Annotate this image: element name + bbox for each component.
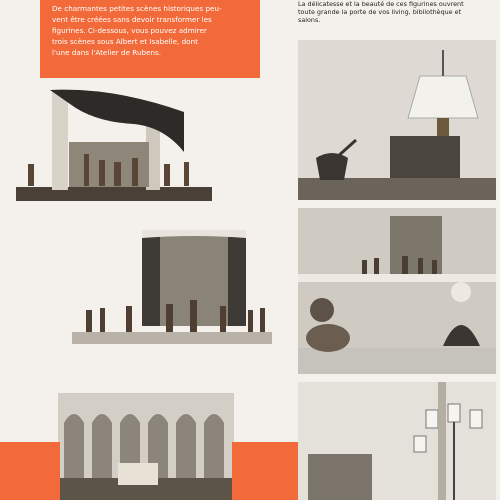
intro-line: figurines. Ci-dessous, vous pouvez admirer	[52, 26, 207, 35]
caption-text	[298, 0, 498, 24]
intro-line: De charmantes petites scènes historiques peu-	[52, 4, 222, 13]
photo-curtain-scene	[14, 82, 214, 206]
intro-line: vent être créées sans devoir transformer les	[52, 15, 212, 24]
caption-line: La délicatesse et la beauté de ces figurines ouvrent	[298, 0, 464, 8]
intro-block	[40, 0, 260, 78]
photo-candelabra	[298, 382, 496, 500]
caption-line: salons.	[298, 16, 321, 24]
intro-line: trois scènes sous Albert et Isabelle, dont	[52, 37, 198, 46]
intro-text	[40, 0, 260, 58]
photo-lamp-mortar	[298, 40, 496, 200]
photo-shelf-doll	[298, 208, 496, 374]
photo-gothic-arcade	[58, 393, 234, 500]
caption-block	[298, 0, 498, 24]
caption-line: toute grande la porte de vos living, bibliothèque et	[298, 8, 462, 16]
accent-band-left	[0, 442, 60, 500]
accent-band-right	[232, 442, 298, 500]
intro-line: l'une dans l'Atelier de Rubens.	[52, 48, 162, 57]
photo-tapestry-scene	[70, 220, 275, 350]
